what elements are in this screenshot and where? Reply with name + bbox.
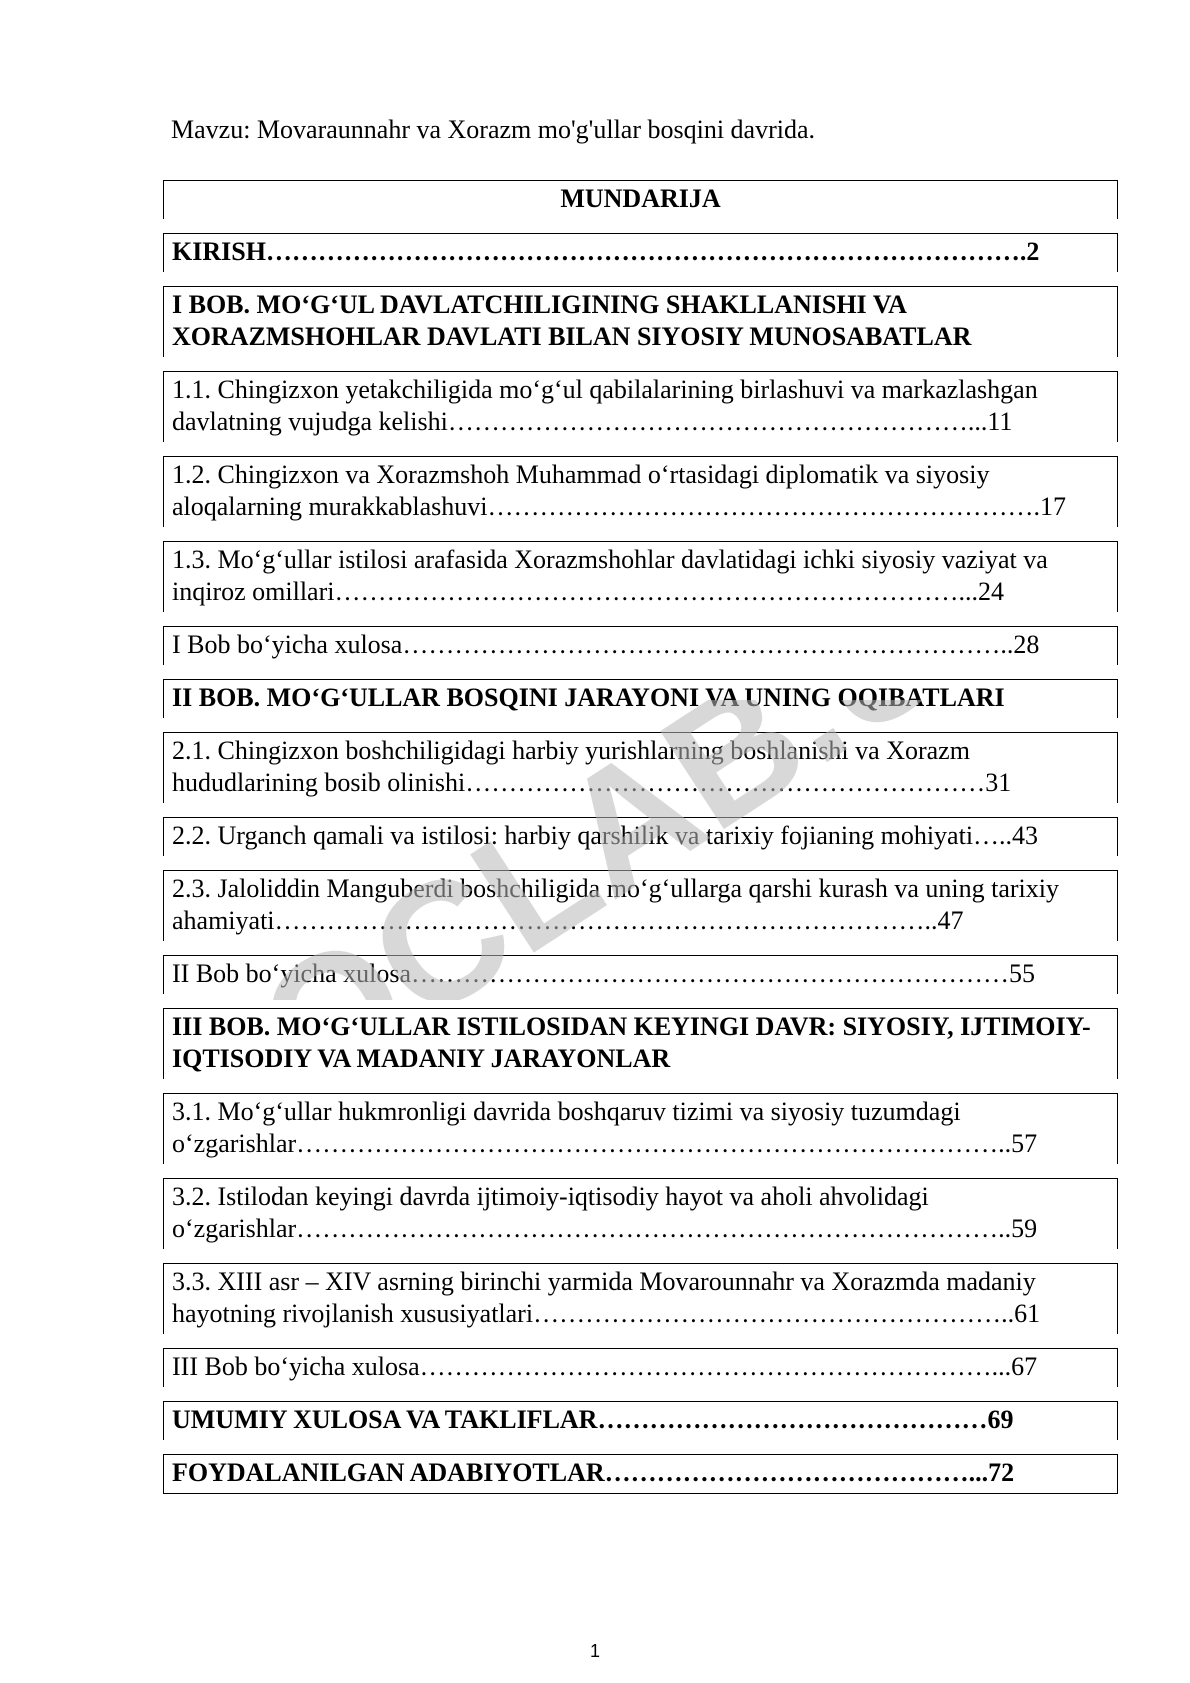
toc-entry: FOYDALANILGAN ADABIYOTLAR……………………………………...72 [163,1454,1118,1494]
toc-entry: 2.3. Jaloliddin Manguberdi boshchiligida mo‘g‘ullarga qarshi kurash va uning tarixiy ahamiyati…………………………………………………………………..47 [163,870,1118,941]
toc-entry: UMUMIY XULOSA VA TAKLIFLAR………………………………………69 [163,1401,1118,1440]
toc-entry: 2.2. Urganch qamali va istilosi: harbiy qarshilik va tarixiy fojianing mohiyati…..43 [163,817,1118,856]
document-topic: Mavzu: Movaraunnahr va Xorazm mo'g'ullar bosqini davrida. [171,115,816,144]
toc-entry: 3.1. Mo‘g‘ullar hukmronligi davrida boshqaruv tizimi va siyosiy tuzumdagi o‘zgarishlar………………………………………………………………………..57 [163,1093,1118,1164]
toc-entry: KIRISH…………………………………………………………………………….2 [163,233,1118,272]
toc-entry: I Bob bo‘yicha xulosa……………………………………………………………..28 [163,626,1118,665]
toc-entry: III BOB. MO‘G‘ULLAR ISTILOSIDAN KEYINGI DAVR: SIYOSIY, IJTIMOIY-IQTISODIY VA MADANIY JARAYONLAR [163,1008,1118,1079]
toc-heading: MUNDARIJA [163,180,1118,219]
toc-entry: 3.2. Istilodan keyingi davrda ijtimoiy-iqtisodiy hayot va aholi ahvolidagi o‘zgarishlar………………………………………………………………………..59 [163,1178,1118,1249]
toc-entry: 1.2. Chingizxon va Xorazmshoh Muhammad o‘rtasidagi diplomatik va siyosiy aloqalarning murakkablashuvi……………………………………………………….17 [163,456,1118,527]
toc-entry: II BOB. MO‘G‘ULLAR BOSQINI JARAYONI VA UNING OQIBATLARI [163,679,1118,718]
toc-entry: III Bob bo‘yicha xulosa…………………………………………………………...67 [163,1348,1118,1387]
toc-entry: 2.1. Chingizxon boshchiligidagi harbiy yurishlarning boshlanishi va Xorazm hududlarining bosib olinishi……………………………………………………31 [163,732,1118,803]
page-number: 1 [589,1641,600,1661]
toc-entry: 1.3. Mo‘g‘ullar istilosi arafasida Xorazmshohlar davlatidagi ichki siyosiy vaziyat va inqiroz omillari………………………………………………………………...24 [163,541,1118,612]
toc-entry: 3.3. XIII asr – XIV asrning birinchi yarmida Movarounnahr va Xorazmda madaniy hayotning rivojlanish xususiyatlari………………………………………………..61 [163,1263,1118,1334]
toc-entries [163,233,1118,1494]
table-of-contents [163,180,1118,1494]
toc-entry: 1.1. Chingizxon yetakchiligida mo‘g‘ul qabilalarining birlashuvi va markazlashgan davlatning vujudga kelishi……………………………………………………...11 [163,371,1118,442]
toc-entry: I BOB. MO‘G‘UL DAVLATCHILIGINING SHAKLLANISHI VA XORAZMSHOHLAR DAVLATI BILAN SIYOSIY MUNOSABATLAR [163,286,1118,357]
toc-entry: II Bob bo‘yicha xulosa……………………………………………………………55 [163,955,1118,994]
